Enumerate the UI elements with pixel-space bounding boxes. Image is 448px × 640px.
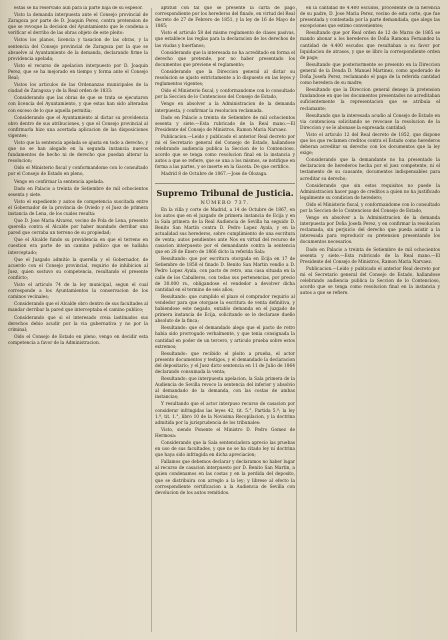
- paragraph: Oido el Ministerio fiscal y conformandome con lo consultado por el Consejo de Estado en pleno,: [8, 166, 148, 178]
- paragraph: Que el Juzgado admitio la querella y el Gobernador, de acuerdo con el Consejo provincial, requirio de inhibicion al Juez, quien sostuvo su competencia, resultando el presente conflicto;: [8, 257, 148, 281]
- paragraph: Resultando que la interesada acudio al Consejo de Estado en via contenciosa solicitando se revocase la resolucion de la Direccion y se le abonase la expresada cantidad;: [300, 113, 440, 131]
- paragraph: Resultando que la Direccion general denego la pretension fundandose en que los documentos presentados no acreditaban suficientemente la representacion que se atribuia el reclamante;: [300, 88, 440, 112]
- paragraph: Publicacion.—Leido y publicado el anterior Real decreto por mi el Secretario general del Consejo de Estado, hallandose celebrando audiencia publica la Seccion de lo Contencioso, acordo que se tenga como resolucion final en la instancia y autos a que se refiere.: [300, 266, 440, 297]
- paragraph: Resultando que por Real orden de 12 de Marzo de 1865 se mando abonar a los herederos de Doña Ramona Fernandez la cantidad de 4.400 escudos que resultaban a su favor por liquidacion de atrasos, y que se libro la correspondiente orden de pago;: [300, 31, 440, 61]
- paragraph: Resultando: que por escritura otorgada en Ecija en 17 de Setiembre de 1858 el finado D. Benito San Martin vendio a D. Pedro Lopez Ayala, con pacto de retro, una casa situada en la calle de los Caballeros, con todas sus pertenencias, por precio de 30.000 rs., obligandose el vendedor a devolver dicha cantidad en el termino de seis años;: [155, 257, 295, 293]
- paragraph: Y resultando que el actor interpuso recurso de casacion por considerar infringidas las leyes 42, tit. 5.°, Partida 5.ª; la ley 1.ª, tit. 1.°, libro 10 de la Novisima Recopilacion, y la doctrina admitida por la jurisprudencia de los tribunales:: [155, 402, 295, 426]
- section-headline: Supremo Tribunal de Justicia.: [156, 187, 294, 198]
- paragraph: Dado en Palacio a treinta de Setiembre de mil ochocientos sesenta y siete.—Esta rubricado de la Real mano.—El Presidente del Consejo de Ministros, Ramon Maria Narvaez.: [155, 115, 295, 133]
- paragraph: Resultando: que el demandado alego que el pacto de retro habia sido prorrogado verbalmente, y que tenia consignada la cantidad en poder de un tercero, y articulo prueba sobre estos extremos;: [155, 326, 295, 350]
- paragraph: en la cantidad de 4.400 escudos, procedente de la herencia de su padre, D. Jose Maria Perez, vecino de esta corte, que fue presentada y contestada por la parte demandada, que alego las excepciones que estimo convenientes;: [300, 6, 440, 30]
- paragraph: Visto la demanda interpuesta ante el Consejo provincial de Zaragoza por parte de D. Joaquin Perez, contra pretension de que se revoque la decision del Ayuntamiento que le condena a verificar el derribo de las obras objeto de este pleito:: [8, 13, 148, 37]
- section-number: NÚMERO 737.: [200, 199, 250, 206]
- paragraph: Fallamos que debemos declarar y declaramos no haber lugar al recurso de casacion interpuesto por D. Benito San Martin, a quien condenamos en las costas y en la perdida del deposito, que se distribuira con arreglo a la ley; y librese al efecto la correspondiente certificacion a la Audiencia de Sevilla con devolucion de los autos remitidos.: [155, 460, 295, 496]
- paragraph: Considerando que si el interesado creia lastimados sus derechos debio acudir por la via gubernativa y no por la criminal;: [8, 315, 148, 333]
- text-column-2: [155, 6, 295, 634]
- paragraph: Publicacion.—Leido y publicado el anterior Real decreto por mi el Secretario general del Consejo de Estado, hallandose celebrando audiencia publica la Seccion de lo Contencioso, acordo que se tenga como resolucion final en la instancia y autos a que se refiere, que se una a los mismos, se notifique en forma a las partes, y se inserte en la Gaceta. De que certifico.: [155, 134, 295, 171]
- paragraph: Visto el articulo 12 del Real decreto de 1852, que dispone que los que reclamen creditos contra el Estado como herederos deberan acreditar su derecho con los documentos que la ley exige;: [300, 132, 440, 157]
- paragraph: Vistos los planos, licencia y tasacion de las obras, y la sentencia del Consejo provincial de Zaragoza por la que se absuelve al Ayuntamiento de la demanda, declarando firme la providencia apelada;: [8, 38, 148, 62]
- paragraph: Visto el expediente y autos de competencia suscitada entre el Gobernador de la provincia de Oviedo y el Juez de primera instancia de Lena, de los cuales resulta:: [8, 199, 148, 217]
- paragraph: Que D. Jose Maria Alvarez, vecino de Pola de Lena, presento querella contra el Alcalde por haber mandado derribar una pared que cerraba un terreno de su propiedad;: [8, 219, 148, 237]
- paragraph: En la villa y corte de Madrid, a 14 de Octubre de 1867, en los autos que en el juzgado de primera instancia de Ecija y en la Sala primera de la Real Audiencia de Sevilla ha seguido D. Benito San Martin contra D. Pedro Lopez Ayala, y en la actualidad sus herederos, sobre cumplimiento de una escritura de venta; autos pendientes ante Nos en virtud del recurso de casacion interpuesto por el demandante contra la sentencia que en 28 de Enero de 1866 dicto la referida Sala:: [155, 207, 295, 256]
- paragraph: Vengo en absolver a la Administracion de la demanda interpuesta, y confirmar la resolucion reclamada.: [155, 102, 295, 114]
- paragraph: Visto el articulo 74 de la ley municipal, segun el cual corresponde a los Ayuntamientos la conservacion de los caminos vecinales;: [8, 283, 148, 301]
- paragraph: Dado en Palacio a treinta de Setiembre de mil ochocientos sesenta y siete.—Esta rubricado de la Real mano.—El Presidente del Consejo de Ministros, Ramon Maria Narvaez.: [300, 247, 440, 265]
- paragraph: Dado en Palacio a treinta de Setiembre de mil ochocientos sesenta y siete.: [8, 186, 148, 198]
- paragraph: aptitud con tal que se presente la carta de pago correspondiente por los herederos del finado, en virtud del Real decreto de 27 de Febrero de 1851, y la ley de 16 de Mayo de 1865;: [155, 6, 295, 30]
- paragraph: Considerando que la Direccion general al dictar su resolucion se ajusto estrictamente a lo dispuesto en las leyes y reglamentos vigentes;: [155, 69, 295, 88]
- paragraph: Considerando que sin estos requisitos no puede la Administracion hacer pago de creditos a quien no ha justificado legalmente su condicion de heredero;: [300, 183, 440, 201]
- section-divider: [155, 183, 295, 184]
- paragraph: Considerando que el Ayuntamiento al dictar su providencia obro dentro de sus atribuciones, y que el Consejo provincial al confirmarla hizo una acertada aplicacion de las disposiciones vigentes;: [8, 115, 148, 139]
- paragraph: Visto el recurso de apelacion interpuesto por D. Joaquin Perez, que se ha mejorado en tiempo y forma ante el Consejo Real;: [8, 63, 148, 82]
- paragraph: Considerando que el Alcalde obro dentro de sus facultades al mandar derribar la pared que interceptaba el camino publico;: [8, 302, 148, 314]
- paragraph: Considerando que la demandante no ha presentado la declaracion de herederos hecha por el juez competente, ni el testamento de su causante, documentos indispensables para acreditar su derecho;: [300, 158, 440, 182]
- paragraph: Vengo en absolver a la Administracion de la demanda interpuesta por Doña Josefa Perez, y en confirmar la resolucion reclamada, sin perjuicio del derecho que pueda asistir a la interesada para reproducir su pretension presentando los documentos necesarios.: [300, 216, 440, 246]
- column-divider: [296, 8, 297, 632]
- paragraph: Visto, siendo Ponente el Ministro D. Pedro Gomez de Hermosa:: [155, 427, 295, 439]
- paragraph: Oido el Ministerio fiscal, y conformandome con lo consultado por la Seccion de lo Contencioso del Consejo de Estado,: [300, 202, 440, 214]
- paragraph: Visto que la sentencia apelada se ajusta en todo a derecho, y que no se han alegado en la segunda instancia nuevos fundamentos de hecho ni de derecho que puedan alterar la resolucion;: [8, 140, 148, 165]
- column-divider: [151, 8, 152, 632]
- text-column-1: [8, 6, 148, 634]
- paragraph: Oido el Ministerio fiscal, y conformandome con lo consultado por la Seccion de lo Contencioso del Consejo de Estado,: [155, 89, 295, 101]
- paragraph: Considerando que las obras de que se trata se ejecutaron con licencia del Ayuntamiento, y que estas han sido alteradas con exceso de lo que aquella permitia;: [8, 96, 148, 114]
- paragraph: Oido el Consejo de Estado en pleno, vengo en decidir esta competencia a favor de la Administracion.: [8, 334, 148, 346]
- paragraph: Resultando: que cumplido el plazo el comprador requirio al vendedor para que otorgase la escritura de venta definitiva, y habiendose este negado, entablo demanda en el juzgado de primera instancia de Ecija, solicitando se le declarase dueño absoluto de la finca;: [155, 294, 295, 325]
- paragraph: estas se ha reservado aun para la parte baja de su espesor.: [14, 6, 143, 11]
- paragraph: Considerando que la interesada no ha acreditado en forma el derecho que pretende, por no haber presentado los documentos que previene el reglamento;: [155, 50, 295, 68]
- paragraph: Vengo en confirmar la sentencia apelada.: [14, 179, 105, 185]
- paragraph: Visto el articulo 58 del mismo reglamento de clases pasivas, que establece las reglas para la declaracion de los derechos de las viudas y huerfanos;: [155, 31, 295, 49]
- column-2-bottom-text: [155, 208, 295, 497]
- paragraph: Madrid 8 de Octubre de 1867.—Jose de Olozaga.: [161, 172, 268, 178]
- column-2-top-text: [155, 6, 295, 179]
- text-column-3: [300, 6, 440, 634]
- paragraph: Considerando que la Sala sentenciadora aprecio las pruebas en uso de sus facultades, y que no se ha citado ley ni doctrina que haya sido infringida en dicha apreciacion;: [155, 441, 295, 459]
- paragraph: Resultando: que interpuesta apelacion, la Sala primera de la Audiencia de Sevilla revoco la sentencia del inferior y absolvio al demandado de la demanda, con las costas de ambas instancias;: [155, 377, 295, 401]
- paragraph: Resultando que posteriormente se presento en la Direccion general de la Deuda D. Manuel Martinez, como apoderado de Doña Josefa Perez, reclamando el pago de la referida cantidad como heredera de su madre;: [300, 62, 440, 87]
- paragraph: Que el Alcalde fundo su providencia en que el terreno en cuestion era parte de un camino publico que se hallaba interceptado;: [8, 238, 148, 256]
- paragraph: Vistos los articulos de las Ordenanzas municipales de la ciudad de Zaragoza y de la Real orden de 1833:: [8, 83, 148, 95]
- paragraph: Resultando: que recibido el pleito a prueba, el actor presento documentos y testigos, y el demandado la declaracion del depositario; y el Juez dicto sentencia en 11 de Julio de 1864 declarando consumada la venta;: [155, 351, 295, 375]
